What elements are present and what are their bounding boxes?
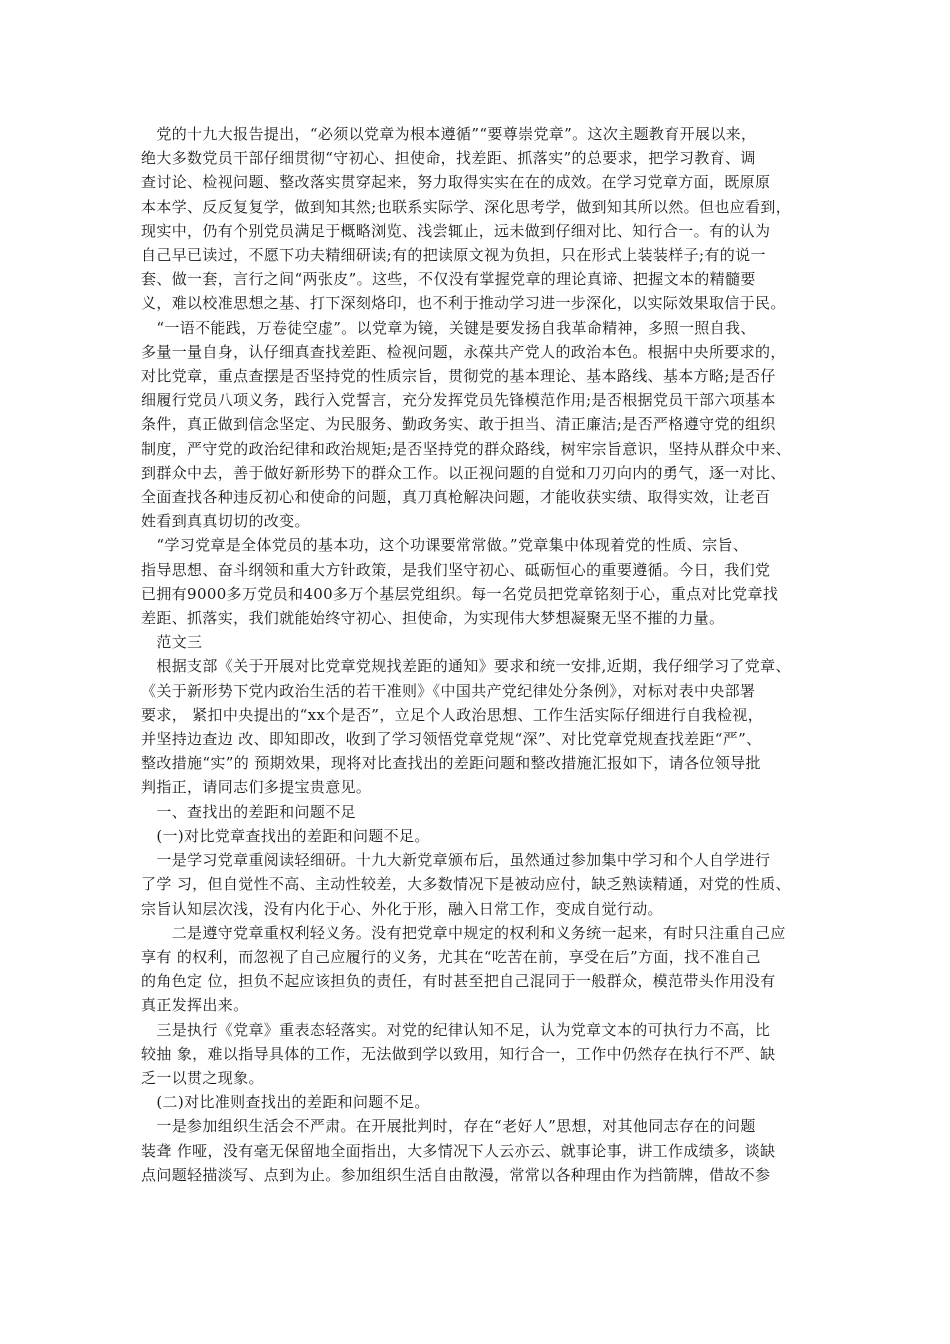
text-line: 范文三 (141, 633, 203, 652)
text-line: 要求， 紧扣中央提出的“xx个是否”，立足个人政治思想、工作生活实际仔细进行自我检视， (141, 705, 764, 724)
text-line: 已拥有9000多万党员和400多万个基层党组织。每一名党员把党章铭刻于心，重点对比党章找 (141, 584, 779, 603)
text-line: (二)对比准则查找出的差距和问题不足。 (141, 1093, 430, 1112)
text-line: 对比党章，重点查摆是否坚持党的性质宗旨，贯彻党的基本理论、基本路线、基本方略;是否仔 (141, 367, 776, 386)
text-line: 制度，严守党的政治纪律和政治规矩;是否坚持党的群众路线，树牢宗旨意识，坚持从群众中来、 (141, 439, 792, 458)
text-line: 判指正，请同志们多提宝贵意见。 (141, 778, 372, 797)
text-line: 享有 的权利，而忽视了自己应履行的义务，尤其在“吃苦在前，享受在后”方面，找不准自己 (141, 947, 761, 966)
text-line: 整改措施“实”的 预期效果，现将对比查找出的差距问题和整改措施汇报如下，请各位领导批 (141, 754, 761, 773)
text-line: “学习党章是全体党员的基本功，这个功课要常常做。”党章集中体现着党的性质、宗旨、 (141, 536, 749, 555)
paragraph (141, 122, 831, 316)
text-line: 义，难以校准思想之基、打下深刻烙印，也不利于推动学习进一步深化，以实际效果取信于民。 (141, 294, 786, 313)
text-line: 自己早已读过，不愿下功夫精细研读;有的把读原文视为负担，只在形式上装装样子;有的说一 (141, 246, 766, 265)
text-line: 本本学、反反复复学，做到知其然;也联系实际学、深化思考学，做到知其所以然。但也应看到， (141, 197, 792, 216)
paragraph (141, 921, 831, 1018)
text-line: 根据支部《关于开展对比党章党规找差距的通知》要求和统一安排,近期，我仔细学习了党章、 (141, 657, 791, 676)
text-line: 差距、抓落实，我们就能始终守初心、担使命，为实现伟大梦想凝聚无坚不摧的力量。 (141, 609, 725, 628)
text-line: 较抽 象，难以指导具体的工作，无法做到学以致用，知行合一，工作中仍然存在执行不严、缺 (141, 1044, 776, 1063)
paragraph (141, 800, 831, 824)
paragraph (141, 1090, 831, 1114)
text-line: 多量一量自身，认仔细真查找差距、检视问题，永葆共产党人的政治本色。根据中央所要求的， (141, 342, 786, 361)
text-line: 姓看到真真切切的改变。 (141, 512, 310, 531)
text-line: 乏一以贯之现象。 (141, 1068, 264, 1087)
text-line: 细履行党员八项义务，践行入党誓言，充分发挥党员先锋模范作用;是否根据党员干部六项基本 (141, 391, 776, 410)
paragraph (141, 848, 831, 921)
text-line: 三是执行《党章》重表态轻落实。对党的纪律认知不足，认为党章文本的可执行力不高，比 (141, 1020, 771, 1039)
paragraph (141, 654, 831, 799)
paragraph (141, 533, 831, 630)
text-line: 现实中，仍有个别党员满足于概略浏览、浅尝辄止，远未做到仔细对比、知行合一。有的认为 (141, 221, 771, 240)
text-line: 一、查找出的差距和问题不足 (141, 802, 356, 821)
paragraph (141, 316, 831, 534)
text-line: 了学 习，但自觉性不高、主动性较差，大多数情况下是被动应付，缺乏熟读精通，对党的性质、 (141, 875, 791, 894)
text-line: 绝大多数党员干部仔细贯彻“守初心、担使命，找差距、抓落实”的总要求，把学习教育、调 (141, 149, 756, 168)
text-line: (一)对比党章查找出的差距和问题不足。 (141, 826, 430, 845)
text-line: 装聋 作哑，没有毫无保留地全面指出，大多情况下人云亦云、就事论事，讲工作成绩多，谈缺 (141, 1141, 776, 1160)
text-line: 点问题轻描淡写、点到为止。参加组织生活自由散漫，常常以各种理由作为挡箭牌，借故不参 (141, 1165, 771, 1184)
text-line: 真正发挥出来。 (141, 996, 249, 1015)
paragraph (141, 1114, 831, 1187)
text-line: 《关于新形势下党内政治生活的若干准则》《中国共产党纪律处分条例》，对标对表中央部署 (141, 681, 756, 700)
document-page (141, 122, 831, 1187)
text-line: 套、做一套，言行之间“两张皮”。这些，不仅没有掌握党章的理论真谛、把握文本的精髓要 (141, 270, 756, 289)
text-line: 指导思想、奋斗纲领和重大方针政策，是我们坚守初心、砥砺恒心的重要遵循。今日，我们党 (141, 560, 771, 579)
text-line: 条件，真正做到信念坚定、为民服务、勤政务实、敢于担当、清正廉洁;是否严格遵守党的组织 (141, 415, 776, 434)
text-line: 的角色定 位，担负不起应该担负的责任，有时甚至把自己混同于一般群众，模范带头作用没有 (141, 972, 776, 991)
text-line: 党的十九大报告提出，“必须以党章为根本遵循”“要尊崇党章”。这次主题教育开展以来， (141, 125, 757, 143)
text-line: 一是学习党章重阅读轻细研。十九大新党章颁布后，虽然通过参加集中学习和个人自学进行 (141, 851, 771, 870)
text-line: 宗旨认知层次浅，没有内化于心、外化于形，融入日常工作，变成自觉行动。 (141, 899, 663, 918)
paragraph (141, 1018, 831, 1091)
text-line: 全面查找各种违反初心和使命的问题，真刀真枪解决问题，才能收获实绩、取得实效，让老百 (141, 488, 771, 507)
paragraph (141, 824, 831, 848)
text-line: 并坚持边查边 改、即知即改，收到了学习领悟党章党规“深”、对比党章党规查找差距“严”、 (141, 730, 762, 749)
text-line: 查讨论、检视问题、整改落实贯穿起来，努力取得实实在在的成效。在学习党章方面，既原原 (141, 173, 771, 192)
text-line: “一语不能践，万卷徒空虚”。以党章为镜，关键是要发扬自我革命精神，多照一照自我、 (141, 318, 756, 337)
text-line: 二是遵守党章重权利轻义务。没有把党章中规定的权利和义务统一起来，有时只注重自己应 (141, 923, 786, 942)
text-line: 一是参加组织生活会不严肃。在开展批判时，存在“老好人”思想，对其他同志存在的问题 (141, 1117, 756, 1136)
paragraph (141, 630, 831, 654)
text-line: 到群众中去，善于做好新形势下的群众工作。以正视问题的自觉和刀刃向内的勇气，逐一对比、 (141, 463, 786, 482)
